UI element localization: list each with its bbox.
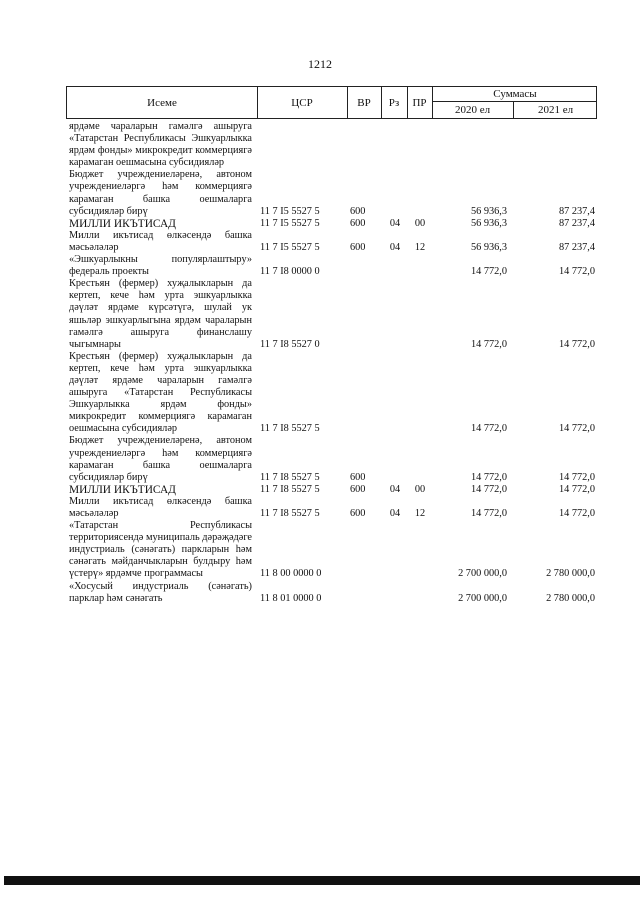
row-csr: 11 7 I5 5527 5 [260, 241, 320, 253]
table-row [66, 496, 597, 520]
table-row [66, 520, 597, 580]
row-pr: 00 [414, 483, 426, 495]
row-csr: 11 7 I8 5527 5 [260, 483, 320, 495]
header-2021: 2021 ел [537, 104, 574, 116]
row-rz: 04 [389, 241, 401, 253]
row-s2021: 14 772,0 [558, 423, 595, 435]
row-csr: 11 8 01 0000 0 [260, 592, 322, 604]
row-csr: 11 8 00 0000 0 [260, 568, 322, 580]
row-name: Милли икътисад өлкәсендә башка мәсьәләләр [69, 229, 252, 253]
row-csr: 11 7 I8 0000 0 [260, 266, 320, 278]
table-row [66, 484, 597, 496]
table-row [66, 435, 597, 483]
table-row [66, 351, 597, 436]
row-vr: 600 [350, 508, 366, 519]
row-rz: 04 [389, 508, 401, 519]
row-vr: 600 [350, 483, 366, 495]
row-csr: 11 7 I8 5527 5 [260, 508, 320, 519]
row-csr: 11 7 I8 5527 0 [260, 338, 320, 350]
row-rz: 04 [389, 217, 401, 229]
row-name: Бюджет учреждениеләренә, автоном учреждениеләргә һәм коммерциягә карамаган башка оешмаларга субсидияләр бирү [69, 435, 252, 483]
row-rz: 04 [389, 483, 401, 495]
row-csr: 11 7 I5 5527 5 [260, 205, 320, 217]
row-s2021: 14 772,0 [558, 508, 595, 519]
header-pr: ПР [412, 97, 427, 109]
row-s2020: 14 772,0 [470, 508, 507, 519]
row-name: «Татарстан Республикасы территориясендә муниципаль дәрәҗәдәге индустриаль (сәнәгать) паркларын һәм сәнәгать мәйданчыкларын булдыру һәм үстерү» ярдәмче программасы [69, 520, 252, 580]
row-s2021: 87 237,4 [558, 217, 595, 229]
row-name: МИЛЛИ ИКЪТИСАД [69, 217, 176, 230]
header-vr: ВР [357, 97, 371, 109]
table-row [66, 230, 597, 254]
row-name: Крестьян (фермер) хуҗалыкларын да кертеп, кече һәм урта эшкуарлыкка дәүләт ярдәме чараларын гамәлгә ашыруга «Татарстан Республикасы Эшкуарлыкка ярдәм фонды» микрокредит коммерциягә карамаган оешмасына субсидияләр [69, 350, 252, 435]
table-body [66, 121, 597, 605]
row-name: «Хосусый индустриаль (сәнәгать) парклар һәм сәнәгать [69, 580, 252, 604]
row-s2020: 14 772,0 [470, 338, 507, 350]
row-name: Крестьян (фермер) хуҗалыкларын да кертеп, кече һәм урта эшкуарлыкка дәүләт ярдәме күрсәтүгә, шулай ук яшьләр эшкуарлыгына ярдәм чараларын гамәлгә ашыруга финанслашу чыгымнары [69, 278, 252, 350]
table-row [66, 121, 597, 169]
row-s2020: 56 936,3 [470, 205, 507, 217]
row-s2021: 14 772,0 [558, 471, 595, 483]
row-csr: 11 7 I5 5527 5 [260, 217, 320, 229]
row-name: «Эшкуарлыкны популярлаштыру» федераль проекты [69, 254, 252, 278]
table-row [66, 169, 597, 217]
row-s2021: 2 780 000,0 [546, 592, 595, 604]
table-header [66, 86, 597, 119]
row-pr: 12 [414, 241, 426, 253]
row-name: МИЛЛИ ИКЪТИСАД [69, 483, 176, 496]
row-s2020: 14 772,0 [470, 266, 507, 278]
table-row [66, 218, 597, 230]
row-s2020: 56 936,3 [470, 217, 507, 229]
header-rz: Рз [388, 97, 400, 109]
row-s2021: 14 772,0 [558, 266, 595, 278]
row-vr: 600 [350, 471, 366, 483]
row-s2021: 87 237,4 [558, 205, 595, 217]
header-sums-divider [432, 101, 596, 102]
row-pr: 00 [414, 217, 426, 229]
header-csr: ЦСР [291, 97, 313, 109]
row-csr: 11 7 I8 5527 5 [260, 423, 320, 435]
row-vr: 600 [350, 241, 366, 253]
row-s2020: 14 772,0 [470, 471, 507, 483]
row-vr: 600 [350, 217, 366, 229]
row-s2020: 14 772,0 [470, 423, 507, 435]
row-name: Бюджет учреждениеләренә, автоном учреждениеләргә һәм коммерциягә карамаган башка оешмаларга субсидияләр бирү [69, 169, 252, 217]
row-s2020: 2 700 000,0 [458, 592, 507, 604]
row-name: Милли икътисад өлкәсендә башка мәсьәләләр [69, 495, 252, 519]
row-s2021: 14 772,0 [558, 338, 595, 350]
row-s2020: 56 936,3 [470, 241, 507, 253]
header-sums: Суммасы [493, 88, 537, 100]
row-pr: 12 [414, 508, 426, 519]
page-number: 1212 [308, 57, 332, 71]
table-row [66, 581, 597, 605]
row-s2021: 87 237,4 [558, 241, 595, 253]
table-row [66, 254, 597, 278]
table-row [66, 278, 597, 351]
row-s2020: 2 700 000,0 [458, 568, 507, 580]
row-vr: 600 [350, 205, 366, 217]
row-s2021: 14 772,0 [558, 483, 595, 495]
header-2020: 2020 ел [454, 104, 491, 116]
row-csr: 11 7 I8 5527 5 [260, 471, 320, 483]
scan-edge-bar [4, 876, 640, 885]
row-s2021: 2 780 000,0 [546, 568, 595, 580]
row-s2020: 14 772,0 [470, 483, 507, 495]
header-name: Исеме [147, 97, 177, 109]
row-name: ярдәме чараларын гамәлгә ашыруга «Татарстан Республикасы Эшкуарлыкка ярдәм фонды» микрокредит коммерциягә карамаган оешмасына субсидияләр [69, 121, 252, 169]
